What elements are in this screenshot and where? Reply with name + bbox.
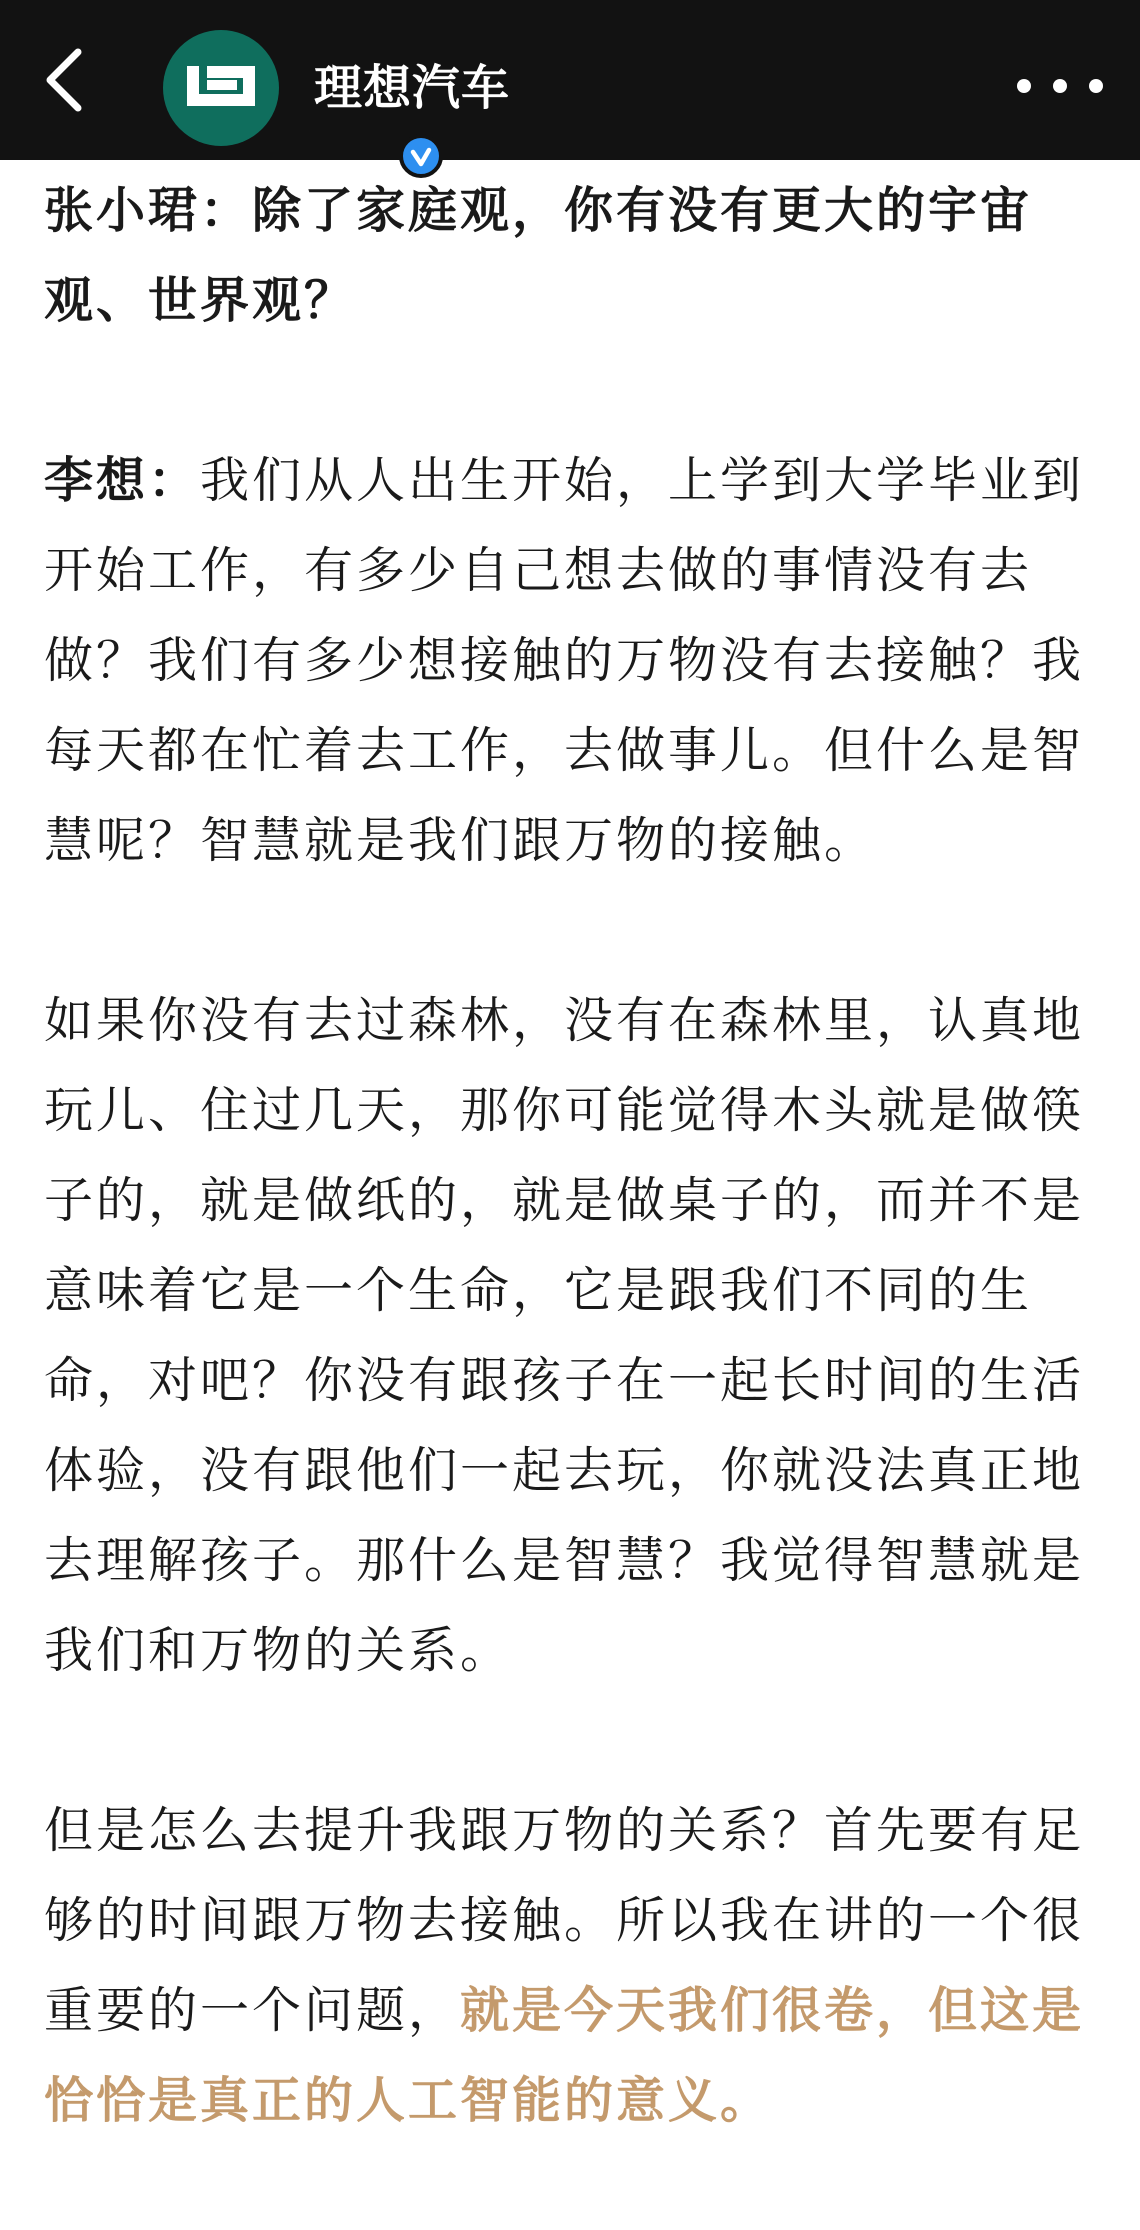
account-name[interactable]: 理想汽车: [314, 60, 511, 116]
paragraph-relationship: [44, 1786, 1104, 2146]
article-body: [44, 166, 1104, 2230]
back-button[interactable]: [36, 44, 96, 116]
answer-text: 我们从人出生开始，上学到大学毕业到开始工作，有多少自己想去做的事情没有去做？我们有多少想接触的万物没有去接触？我每天都在忙着去工作，去做事儿。但什么是智慧呢？智慧就是我们跟万物的接触。: [44, 452, 1085, 869]
highlighted-quote: 就是今天我们很卷，但这是恰恰是真正的人工智能的意义。: [44, 1982, 1085, 2129]
chevron-left-icon: [36, 44, 96, 116]
top-bar: [0, 0, 1140, 160]
more-button[interactable]: [1010, 66, 1110, 106]
more-horizontal-icon: [1010, 66, 1110, 106]
avatar[interactable]: [163, 30, 279, 146]
li-auto-logo: [163, 30, 279, 146]
interview-question: 张小珺：除了家庭观，你有没有更大的宇宙观、世界观？: [44, 182, 1033, 329]
interview-answer: [44, 436, 1104, 886]
answer-speaker: 李想：: [44, 452, 201, 509]
paragraph-forest: 如果你没有去过森林，没有在森林里，认真地玩儿、住过几天，那你可能觉得木头就是做筷子的，就是做纸的，就是做桌子的，而并不是意味着它是一个生命，它是跟我们不同的生命，对吧？你没有跟孩子在一起长时间的生活体验，没有跟他们一起去玩，你就没法真正地去理解孩子。那什么是智慧？我觉得智慧就是我们和万物的关系。: [44, 992, 1085, 1679]
paragraph-relationship-text: 但是怎么去提升我跟万物的关系？首先要有足够的时间跟万物去接触。所以我在讲的一个很重要的一个问题，: [44, 1802, 1085, 2039]
